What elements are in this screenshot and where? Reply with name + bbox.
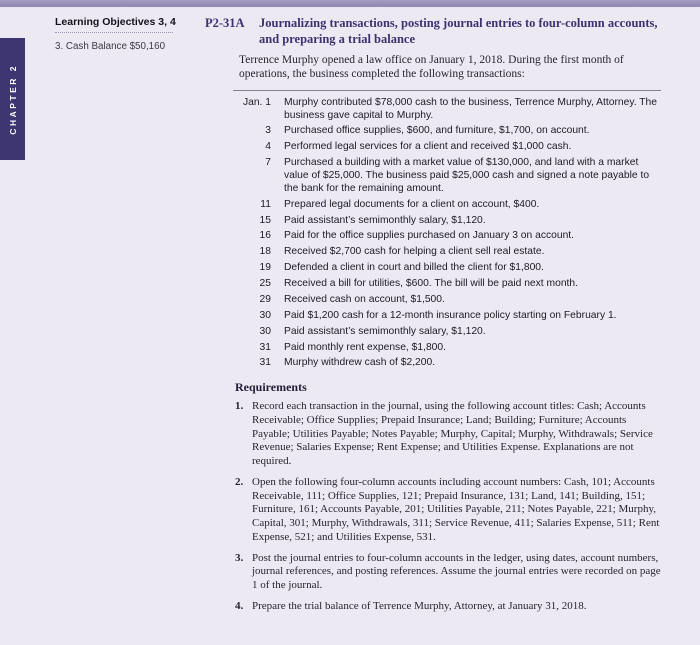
transaction-row <box>233 157 661 196</box>
transaction-row <box>233 342 661 355</box>
transaction-desc: Paid for the office supplies purchased on January 3 on account. <box>284 230 575 242</box>
transaction-date: 31 <box>259 341 271 353</box>
transaction-desc: Purchased office supplies, $600, and furniture, $1,700, on account. <box>284 125 590 137</box>
transaction-date: 18 <box>259 246 271 258</box>
transaction-desc: Purchased a building with a market value of $130,000, and land with a market value of $25,000. The business paid $25,000 cash and signed a note payable to the bank for the remaining amount. <box>284 157 650 194</box>
problem-code: P2-31A <box>205 16 245 30</box>
requirement-text: Post the journal entries to four-column accounts in the ledger, using dates, account numbers, journal references, and posting references. Assume the journal entries were recorded on page 1 of the journal. <box>252 551 661 592</box>
learning-objectives-label: Learning Objectives 3, 4 <box>55 16 176 28</box>
transaction-row <box>233 246 661 259</box>
requirements-heading: Requirements <box>235 380 307 395</box>
requirement-number: 4. <box>235 599 244 612</box>
transaction-row <box>233 125 661 138</box>
requirement-item <box>235 400 663 469</box>
transaction-date: 29 <box>259 293 271 305</box>
page-top-band <box>0 0 700 7</box>
transaction-date: 30 <box>259 325 271 337</box>
transaction-row <box>233 278 661 291</box>
problem-body <box>205 13 674 645</box>
requirement-number: 3. <box>235 551 244 564</box>
transaction-row <box>233 141 661 154</box>
transaction-date: Jan. 1 <box>242 96 271 108</box>
requirement-number: 2. <box>235 475 244 488</box>
requirement-number: 1. <box>235 400 244 413</box>
transaction-date: 4 <box>265 141 271 153</box>
chapter-label: CHAPTER 2 <box>7 63 18 135</box>
transaction-desc: Murphy contributed $78,000 cash to the business, Terrence Murphy, Attorney. The business gave capital to Murphy. <box>284 96 657 121</box>
transaction-desc: Paid monthly rent expense, $1,800. <box>284 341 446 353</box>
transaction-desc: Prepared legal documents for a client on account, $400. <box>284 198 540 210</box>
transaction-row <box>233 199 661 212</box>
requirement-text: Prepare the trial balance of Terrence Murphy, Attorney, at January 31, 2018. <box>252 599 587 612</box>
transaction-desc: Performed legal services for a client and received $1,000 cash. <box>284 141 572 153</box>
check-figure: 3. Cash Balance $50,160 <box>55 41 166 53</box>
transaction-row <box>233 357 661 370</box>
transaction-row <box>233 310 661 323</box>
transaction-desc: Defended a client in court and billed the client for $1,800. <box>284 262 544 274</box>
transaction-desc: Received a bill for utilities, $600. The bill will be paid next month. <box>284 278 578 290</box>
transaction-date: 30 <box>259 309 271 321</box>
transaction-row <box>233 326 661 339</box>
transaction-desc: Paid $1,200 cash for a 12-month insurance policy starting on February 1. <box>284 309 617 321</box>
transaction-row <box>233 215 661 228</box>
transaction-row <box>233 230 661 243</box>
transaction-desc: Received cash on account, $1,500. <box>284 293 445 305</box>
requirements-section <box>235 380 663 614</box>
problem-intro: Terrence Murphy opened a law office on January 1, 2018. During the first month of operations, the business completed the following transactions: <box>239 54 624 81</box>
requirement-item <box>235 476 663 545</box>
transaction-date: 25 <box>259 278 271 290</box>
requirement-item <box>235 552 663 593</box>
problem-heading: Journalizing transactions, posting journal entries to four-column accounts, and preparing a trial balance <box>259 16 658 46</box>
transactions-table <box>233 90 661 370</box>
transaction-row <box>233 262 661 275</box>
requirement-item <box>235 600 663 614</box>
transaction-desc: Paid assistant’s semimonthly salary, $1,120. <box>284 325 486 337</box>
transaction-date: 7 <box>265 157 271 169</box>
transaction-desc: Paid assistant’s semimonthly salary, $1,120. <box>284 214 486 226</box>
transaction-date: 31 <box>259 357 271 369</box>
transaction-date: 3 <box>265 125 271 137</box>
transaction-row <box>233 294 661 307</box>
transaction-date: 15 <box>259 214 271 226</box>
textbook-page <box>0 7 700 645</box>
transaction-date: 19 <box>259 262 271 274</box>
transaction-desc: Received $2,700 cash for helping a client sell real estate. <box>284 246 545 258</box>
margin-column <box>55 13 205 645</box>
transaction-date: 11 <box>260 198 271 210</box>
transaction-row <box>233 97 661 123</box>
requirement-text: Record each transaction in the journal, using the following account titles: Cash; Accounts Receivable; Office Supplies; Prepaid Insurance; Land; Building; Furniture; Accounts Payable; Utilities Payable; Notes Payable; Murphy, Capital; Murphy, Withdrawals; Service Revenue; Salaries Expense; Rent Expense; and Utilities Expense. Explanations are not required. <box>252 400 653 468</box>
transaction-date: 16 <box>259 230 271 242</box>
requirement-text: Open the following four-column accounts including account numbers: Cash, 101; Accounts Receivable, 111; Office Supplies, 121; Prepaid Insurance, 131; Land, 141; Building, 151; Furniture, 161; Accounts Payable, 201; Utilities Payable, 211; Notes Payable, 221; Murphy, Capital, 301; Murphy, Withdrawals, 311; Service Revenue, 411; Salaries Expense, 511; Rent Expense, 521; and Utilities Expense, 531. <box>252 475 660 543</box>
problem-title <box>205 15 674 47</box>
dotted-divider <box>55 32 173 33</box>
transaction-desc: Murphy withdrew cash of $2,200. <box>284 357 436 369</box>
